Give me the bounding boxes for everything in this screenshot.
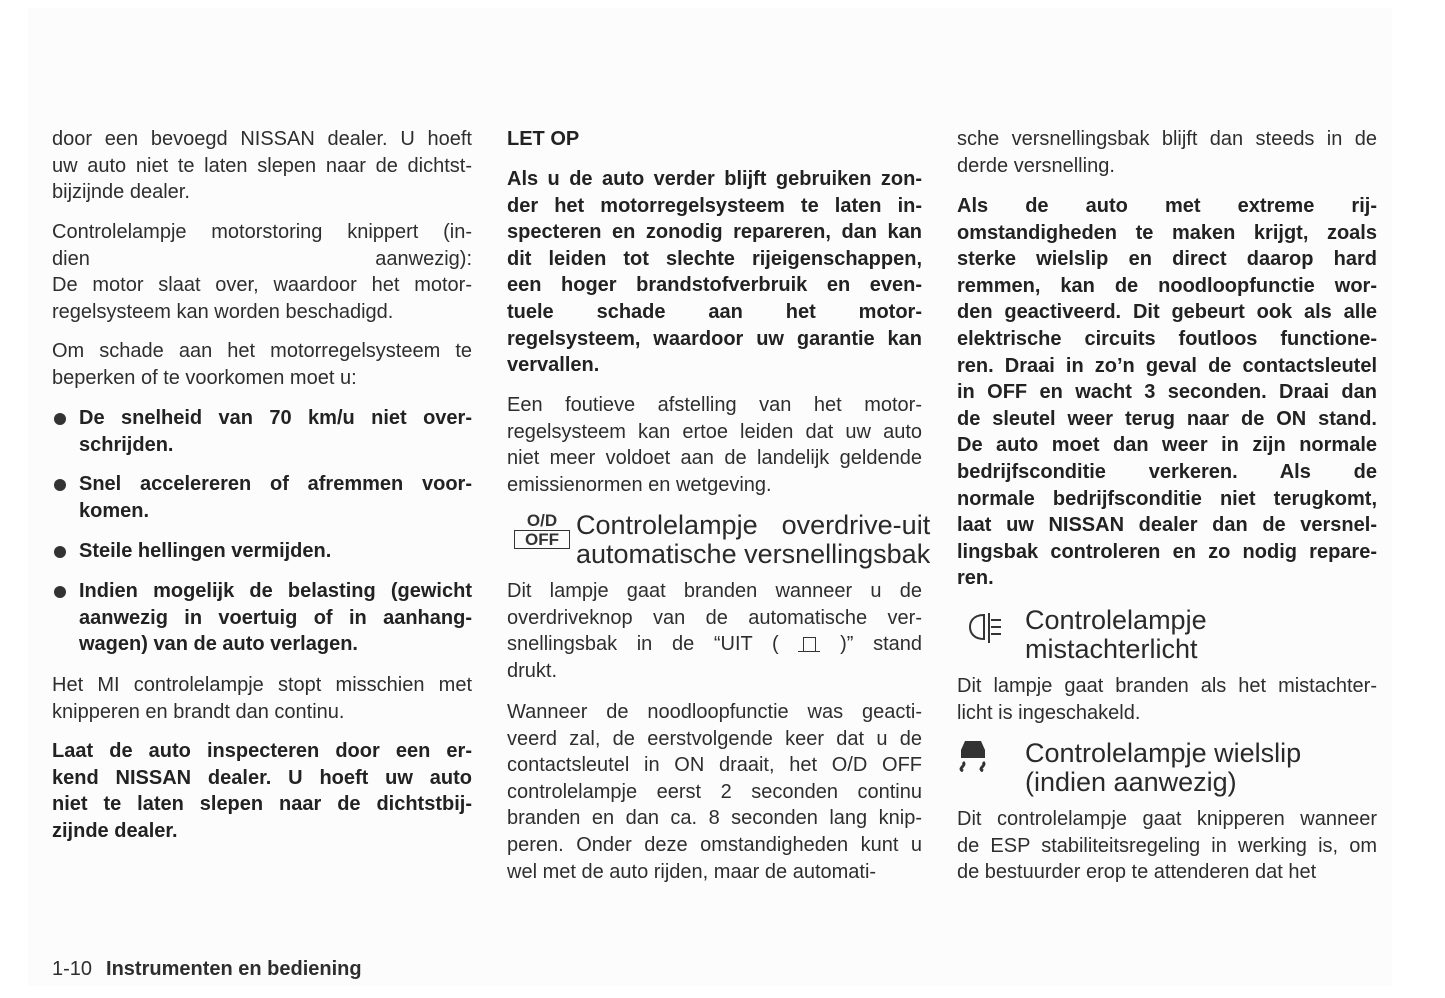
line: wel met de auto rijden, maar de automati- xyxy=(507,860,877,883)
line: door een bevoegd NISSAN dealer. U hoeft xyxy=(52,128,472,150)
line: Dit controlelampje gaat knipperen wanneer xyxy=(957,808,1377,830)
line: der het motorregelsysteem te laten in- xyxy=(507,194,922,217)
bullet-icon xyxy=(54,413,66,425)
line: remmen, kan de noodloopfunctie wor- xyxy=(957,274,1377,297)
line: de ESP stabiliteitsregeling in werking is, om xyxy=(957,834,1377,857)
line: sterke wielslip en direct daarop hard xyxy=(957,248,1377,271)
line: Laat de auto inspecteren door een er- xyxy=(52,740,472,762)
rear-fog-light-icon xyxy=(968,611,1012,645)
caution-title xyxy=(507,126,922,153)
line xyxy=(507,631,922,658)
bullet-icon xyxy=(54,479,66,491)
line: Als de auto met extreme rij- xyxy=(957,195,1377,217)
caution-text xyxy=(507,166,922,379)
page-footer xyxy=(52,958,362,981)
line: peren. Onder deze omstandigheden kunt u xyxy=(507,833,922,856)
line: regelsysteem kan worden beschadigd. xyxy=(52,300,394,323)
od-icon-top: O/D xyxy=(526,511,558,530)
section-heading-wheelslip xyxy=(1025,739,1301,797)
bold-paragraph xyxy=(957,193,1377,592)
line: de bestuurder erop te attenderen dat het xyxy=(957,861,1317,884)
line: in OFF en wacht 3 seconden. Draai dan xyxy=(957,381,1377,404)
line: Controlelampje overdrive-uit xyxy=(576,510,931,540)
paragraph xyxy=(507,699,922,885)
line: regelsysteem, waardoor uw garantie kan xyxy=(507,327,922,350)
line: Het MI controlelampje stopt misschien met xyxy=(52,674,472,696)
paragraph xyxy=(52,338,472,391)
line: Indien mogelijk de belasting (gewicht xyxy=(79,580,472,602)
section-title: Instrumenten en bediening xyxy=(106,958,362,980)
paragraph xyxy=(957,126,1377,179)
line: Wanneer de noodloopfunctie was geacti- xyxy=(507,701,922,723)
paragraph xyxy=(957,806,1377,886)
line: dien aanwezig): xyxy=(52,247,472,270)
line: tuele schade aan het motor- xyxy=(507,300,922,323)
line: lingsbak controleren en zo nodig repare- xyxy=(957,540,1377,563)
line: mistachterlicht xyxy=(1025,634,1198,664)
line: elektrische circuits foutloos functione- xyxy=(957,327,1377,350)
section-heading-fog xyxy=(1025,606,1207,664)
line: sche versnellingsbak blijft dan steeds in de xyxy=(957,128,1377,150)
line: LET OP xyxy=(507,128,580,150)
line: Snel accelereren of afremmen voor- xyxy=(79,473,472,495)
line: Een foutieve afstelling van het motor- xyxy=(507,394,922,416)
line: beperken of te voorkomen moet u: xyxy=(52,366,357,389)
line: branden en dan ca. 8 seconden lang knip- xyxy=(507,807,922,830)
line: de sleutel weer terug naar de ON stand. xyxy=(957,407,1377,430)
overdrive-off-symbol-icon xyxy=(798,637,820,652)
bullet-item xyxy=(52,471,472,524)
line: De snelheid van 70 km/u niet over- xyxy=(79,407,472,429)
paragraph xyxy=(52,219,472,325)
line: regelsysteem kan ertoe leiden dat uw auto xyxy=(507,420,922,443)
paragraph xyxy=(52,126,472,206)
section-heading-overdrive xyxy=(576,511,930,569)
line: De motor slaat over, waardoor het motor- xyxy=(52,274,472,297)
line: emissienormen en wetgeving. xyxy=(507,473,772,496)
line: Controlelampje xyxy=(1025,605,1207,635)
od-icon-bottom: OFF xyxy=(514,530,570,549)
line: overdriveknop van de automatische ver- xyxy=(507,606,922,629)
paragraph xyxy=(957,673,1377,726)
line-part: )” stand xyxy=(840,633,922,656)
od-off-icon xyxy=(514,512,570,549)
line: Controlelampje wielslip xyxy=(1025,738,1302,768)
line: Om schade aan het motorregelsysteem te xyxy=(52,340,472,362)
line: niet meer voldoet aan de landelijk geldende xyxy=(507,447,922,470)
line: (indien aanwezig) xyxy=(1025,767,1237,797)
line: Controlelampje motorstoring knippert (in- xyxy=(52,221,472,243)
line: kend NISSAN dealer. U hoeft uw auto xyxy=(52,766,472,789)
line-part: snellingsbak in de “UIT ( xyxy=(507,633,779,656)
line: drukt. xyxy=(507,659,558,682)
line: omstandigheden te maken krijgt, zoals xyxy=(957,221,1377,244)
line: veerd zal, de eerstvolgende keer dat u de xyxy=(507,727,922,750)
page-number: 1-10 xyxy=(52,958,93,980)
line: specteren en zonodig repareren, dan kan xyxy=(507,221,922,244)
line: Als u de auto verder blijft gebruiken zon- xyxy=(507,168,922,190)
line: ren. Draai in zo’n geval de contactsleutel xyxy=(957,354,1377,377)
bold-paragraph xyxy=(52,738,472,844)
line: Steile hellingen vermijden. xyxy=(79,540,332,562)
line: Dit lampje gaat branden als het mistachter- xyxy=(957,675,1377,697)
line: den geactiveerd. Dit gebeurt ook als alle xyxy=(957,301,1377,324)
wheel-slip-icon xyxy=(955,738,995,772)
paragraph xyxy=(507,392,922,498)
line: Dit lampje gaat branden wanneer u de xyxy=(507,580,922,602)
line: wagen) van de auto verlagen. xyxy=(79,633,358,656)
line: vervallen. xyxy=(507,354,600,377)
bullet-icon xyxy=(54,546,66,558)
line: normale bedrijfsconditie niet terugkomt, xyxy=(957,487,1377,510)
line: derde versnelling. xyxy=(957,154,1115,177)
bullet-item xyxy=(52,405,472,458)
line: bijzijnde dealer. xyxy=(52,181,190,204)
line: automatische versnellingsbak xyxy=(576,539,931,569)
line: bedrijfsconditie verkeren. Als de xyxy=(957,460,1377,483)
line: komen. xyxy=(79,499,150,522)
bullet-item xyxy=(52,538,472,565)
line: licht is ingeschakeld. xyxy=(957,701,1141,724)
line: laat uw NISSAN dealer dan de versnel- xyxy=(957,514,1377,537)
line: De auto moet dan weer in zijn normale xyxy=(957,434,1377,457)
bullet-icon xyxy=(54,586,66,598)
line: contactsleutel in ON draait, het O/D OFF xyxy=(507,754,922,777)
line: controlelampje eerst 2 seconden continu xyxy=(507,780,922,803)
line: aanwezig in voertuig of in aanhang- xyxy=(79,606,472,629)
line: schrijden. xyxy=(79,433,174,456)
line: ren. xyxy=(957,567,994,590)
bullet-item xyxy=(52,578,472,658)
line: knipperen en brandt dan continu. xyxy=(52,700,345,723)
line: een hoger brandstofverbruik en even- xyxy=(507,274,922,297)
line: dit leiden tot slechte rijeigenschappen, xyxy=(507,247,922,270)
paragraph xyxy=(507,578,922,684)
paragraph xyxy=(52,672,472,725)
line: zijnde dealer. xyxy=(52,819,178,842)
line: niet te laten slepen naar de dichtstbij- xyxy=(52,793,472,816)
line: uw auto niet te laten slepen naar de dichtst- xyxy=(52,154,472,177)
